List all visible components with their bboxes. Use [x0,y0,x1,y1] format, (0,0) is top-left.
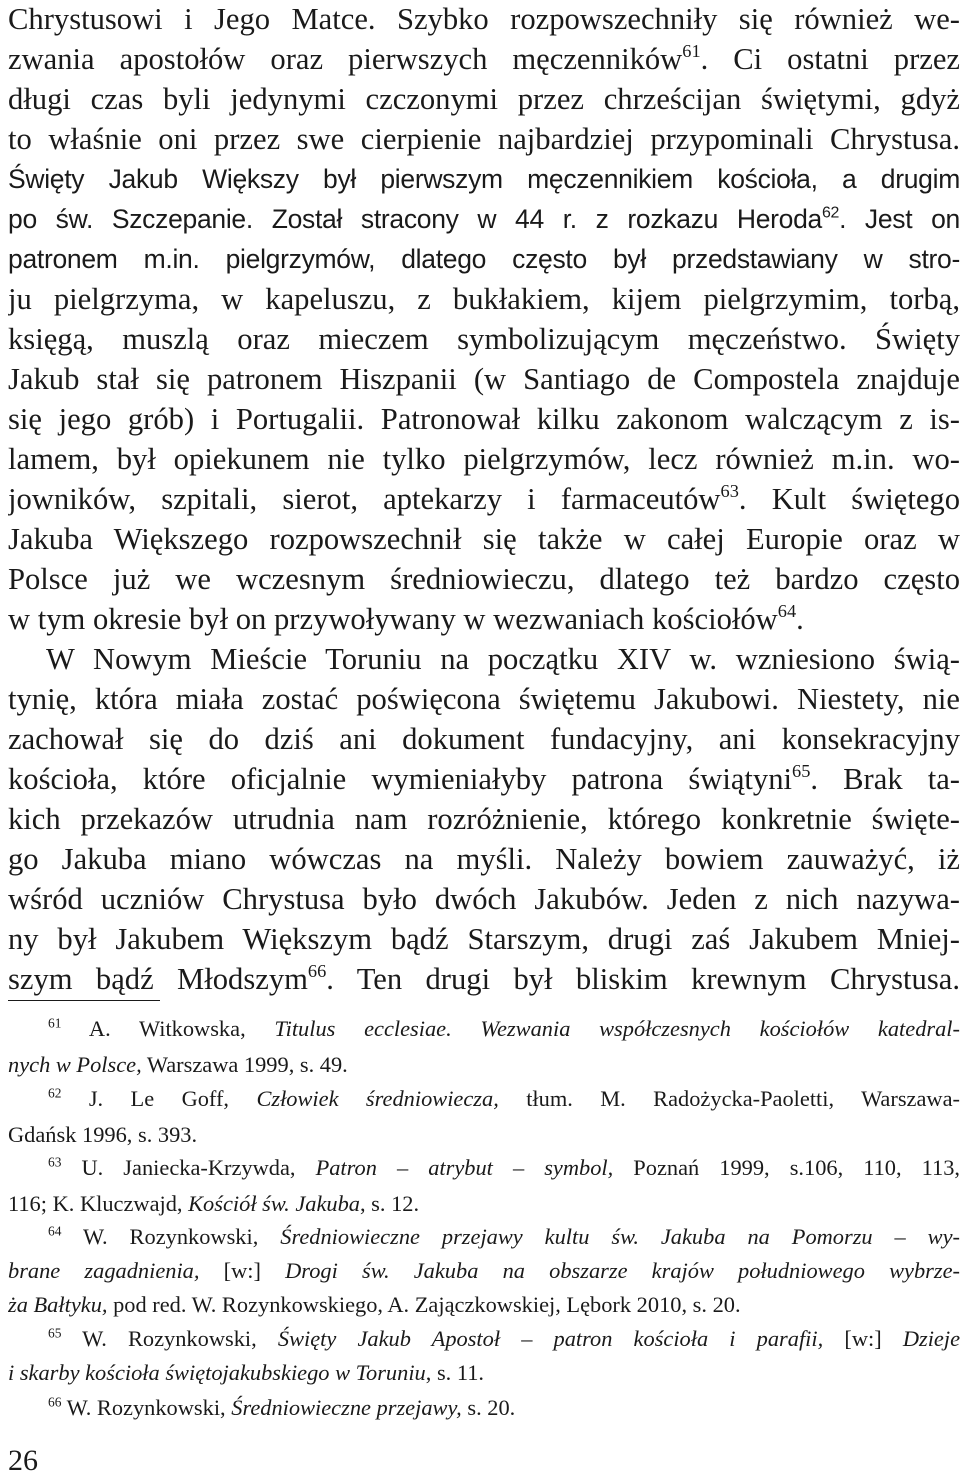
footnote-text: pod red. W. Rozynkowskiego, A. Zajączkowskiej, Lębork 2010, s. 20. [107,1292,741,1317]
footnote-64 [48,1222,960,1253]
body-line [8,880,960,920]
body-line [8,80,960,120]
footnote-text: , s. 12. [359,1191,420,1216]
footnote-62-cont [8,1120,960,1151]
footnote-ref: 65 [792,761,811,782]
footnote-title: Kościół św. Jakuba [188,1191,360,1216]
body-line [8,40,960,80]
footnote-text: [w:] [199,1258,286,1283]
footnote-text: s. 20. [461,1395,516,1420]
footnote-66 [48,1393,960,1424]
body-line [8,960,960,1000]
footnote-number: 63 [48,1154,62,1170]
body-line [8,800,960,840]
body-text: . Kult świętego [738,482,960,516]
footnote-text: 116; K. Kluczwajd, [8,1191,189,1216]
body-text: w tym okresie był on przywoływany w wezwaniach kościołów [8,602,778,636]
footnote-ref: 64 [777,601,797,622]
body-line [8,0,960,40]
body-text: długi czas byli jedynymi czczonymi przez chrześcijan świętymi, gdyż [8,82,960,116]
footnote-title: Średniowieczne przejawy kultu św. Jakuba na Pomorzu – wy- [280,1224,960,1249]
footnote-65-cont [8,1358,960,1389]
footnote-text: W. Rozynkowski, [61,1224,281,1249]
footnote-text: W. Rozynkowski, [61,1326,278,1351]
body-text: ny był Jakubem Większym bądź Starszym, drugi zaś Jakubem Mniej- [8,922,960,956]
footnote-title: Święty Jakub Apostoł – patron kościoła i parafii, [277,1326,824,1351]
footnote-title: Titulus ecclesiae. Wezwania współczesnych kościołów katedral- [274,1016,960,1041]
footnote-ref: 62 [821,204,840,222]
body-text: . Jest on [839,204,960,234]
body-text: Chrystusowi i Jego Matce. Szybko rozpowszechniły się również we- [8,2,960,36]
body-text: . Ci ostatni przez [700,42,960,76]
body-line [8,360,960,400]
body-text: tynię, która miała zostać poświęcona świętemu Jakubowi. Niestety, nie [8,682,960,716]
body-line [8,280,960,320]
footnote-text: Warszawa 1999, s. 49. [141,1052,348,1077]
body-text: zwania apostołów oraz pierwszych męczenników [8,42,683,76]
footnote-ref: 66 [307,961,327,982]
body-text: Święty Jakub Większy był pierwszym męczennikiem kościoła, a drugim [8,164,960,194]
footnote-text: U. Janiecka-Krzywda, [61,1155,316,1180]
body-line [8,320,960,360]
body-line [8,200,960,240]
footnote-61 [48,1014,960,1045]
footnote-title: Drogi św. Jakuba na obszarze krajów południowego wybrze- [285,1258,960,1283]
body-line [8,480,960,520]
body-line [8,520,960,560]
footnote-65 [48,1324,960,1355]
footnote-title: Patron – atrybut – symbol, [315,1155,614,1180]
body-line [8,920,960,960]
footnote-63-cont [8,1189,960,1220]
body-line [8,440,960,480]
body-text: jowników, szpitali, sierot, aptekarzy i farmaceutów [8,482,721,516]
body-text: patronem m.in. pielgrzymów, dlatego często był przedstawiany w stro- [8,244,960,274]
footnote-title: nych w Polsce, [8,1052,142,1077]
footnote-title: Człowiek średniowiecza, [256,1086,499,1111]
body-text: to właśnie oni przez swe cierpienie najbardziej przypominali Chrystusa. [8,122,960,156]
footnote-64-cont [8,1256,960,1287]
footnote-text: [w:] [823,1326,903,1351]
body-text: Jakuba Większego rozpowszechnił się także w całej Europie oraz w [8,522,960,556]
body-text: Polsce już we wczesnym średniowieczu, dlatego też bardzo często [8,562,960,596]
footnote-title: ża Bałtyku, [8,1292,108,1317]
body-text: wśród uczniów Chrystusa było dwóch Jakubów. Jeden z nich nazywa- [8,882,960,916]
footnote-title: Średniowieczne przejawy, [231,1395,462,1420]
body-line [8,760,960,800]
body-text: go Jakuba miano wówczas na myśli. Należy bowiem zauważyć, iż [8,842,960,876]
body-text: kościoła, które oficjalnie wymieniałyby patrona świątyni [8,762,793,796]
footnote-number: 61 [48,1015,62,1031]
body-line [8,680,960,720]
footnote-text: tłum. M. Radożycka-Paoletti, Warszawa- [498,1086,960,1111]
page-number: 26 [8,1444,38,1477]
body-text: ju pielgrzyma, w kapeluszu, z bukłakiem, kijem pielgrzymim, torbą, [8,282,960,316]
body-text: szym bądź Młodszym [8,962,308,996]
footnote-title: Dzieje [902,1326,960,1351]
body-text: . Ten drugi był bliskim krewnym Chrystusa. [326,962,960,996]
footnote-62 [48,1084,960,1115]
body-line [8,720,960,760]
footnote-separator [8,1000,160,1001]
body-text: zachował się do dziś ani dokument fundacyjny, ani konsekracyjny [8,722,960,756]
footnote-61-cont [8,1050,960,1081]
footnote-text: Poznań 1999, s.106, 110, 113, [613,1155,960,1180]
body-text: Jakub stał się patronem Hiszpanii (w Santiago de Compostela znajduje [8,362,960,396]
footnote-ref: 61 [682,41,701,62]
footnote-title: i skarby kościoła świętojakubskiego w Toruniu [8,1360,426,1385]
body-text: księgą, muszlą oraz mieczem symbolizującym męczeństwo. Święty [8,322,960,356]
footnote-text: Gdańsk 1996, s. 393. [8,1122,198,1147]
body-text: kich przekazów utrudnia nam rozróżnienie, którego konkretnie święte- [8,802,960,836]
body-text: po św. Szczepanie. Został stracony w 44 r. z rozkazu Heroda [8,204,822,234]
body-line [8,560,960,600]
footnote-number: 65 [48,1325,62,1341]
footnote-text: J. Le Goff, [61,1086,257,1111]
body-line [8,240,960,280]
footnote-number: 62 [48,1085,62,1101]
body-text: lamem, był opiekunem nie tylko pielgrzymów, lecz również m.in. wo- [8,442,960,476]
body-text: . [796,602,804,636]
footnote-number: 64 [48,1223,62,1239]
body-line [46,640,960,680]
body-text: . Brak ta- [810,762,960,796]
footnote-number: 66 [48,1394,62,1410]
body-line [8,400,960,440]
footnote-ref: 63 [720,481,739,502]
footnote-text: A. Witkowska, [61,1016,275,1041]
footnote-64-cont [8,1290,960,1321]
footnote-text: W. Rozynkowski, [61,1395,232,1420]
body-line [8,160,960,200]
body-line [8,120,960,160]
body-text: W Nowym Mieście Toruniu na początku XIV w. wzniesiono świą- [46,642,960,676]
body-line [8,600,960,640]
footnote-text: , s. 11. [425,1360,485,1385]
footnote-title: brane zagadnienia, [8,1258,200,1283]
body-text: się jego grób) i Portugalii. Patronował kilku zakonom walczącym z is- [8,402,960,436]
footnote-63 [48,1153,960,1184]
body-line [8,840,960,880]
